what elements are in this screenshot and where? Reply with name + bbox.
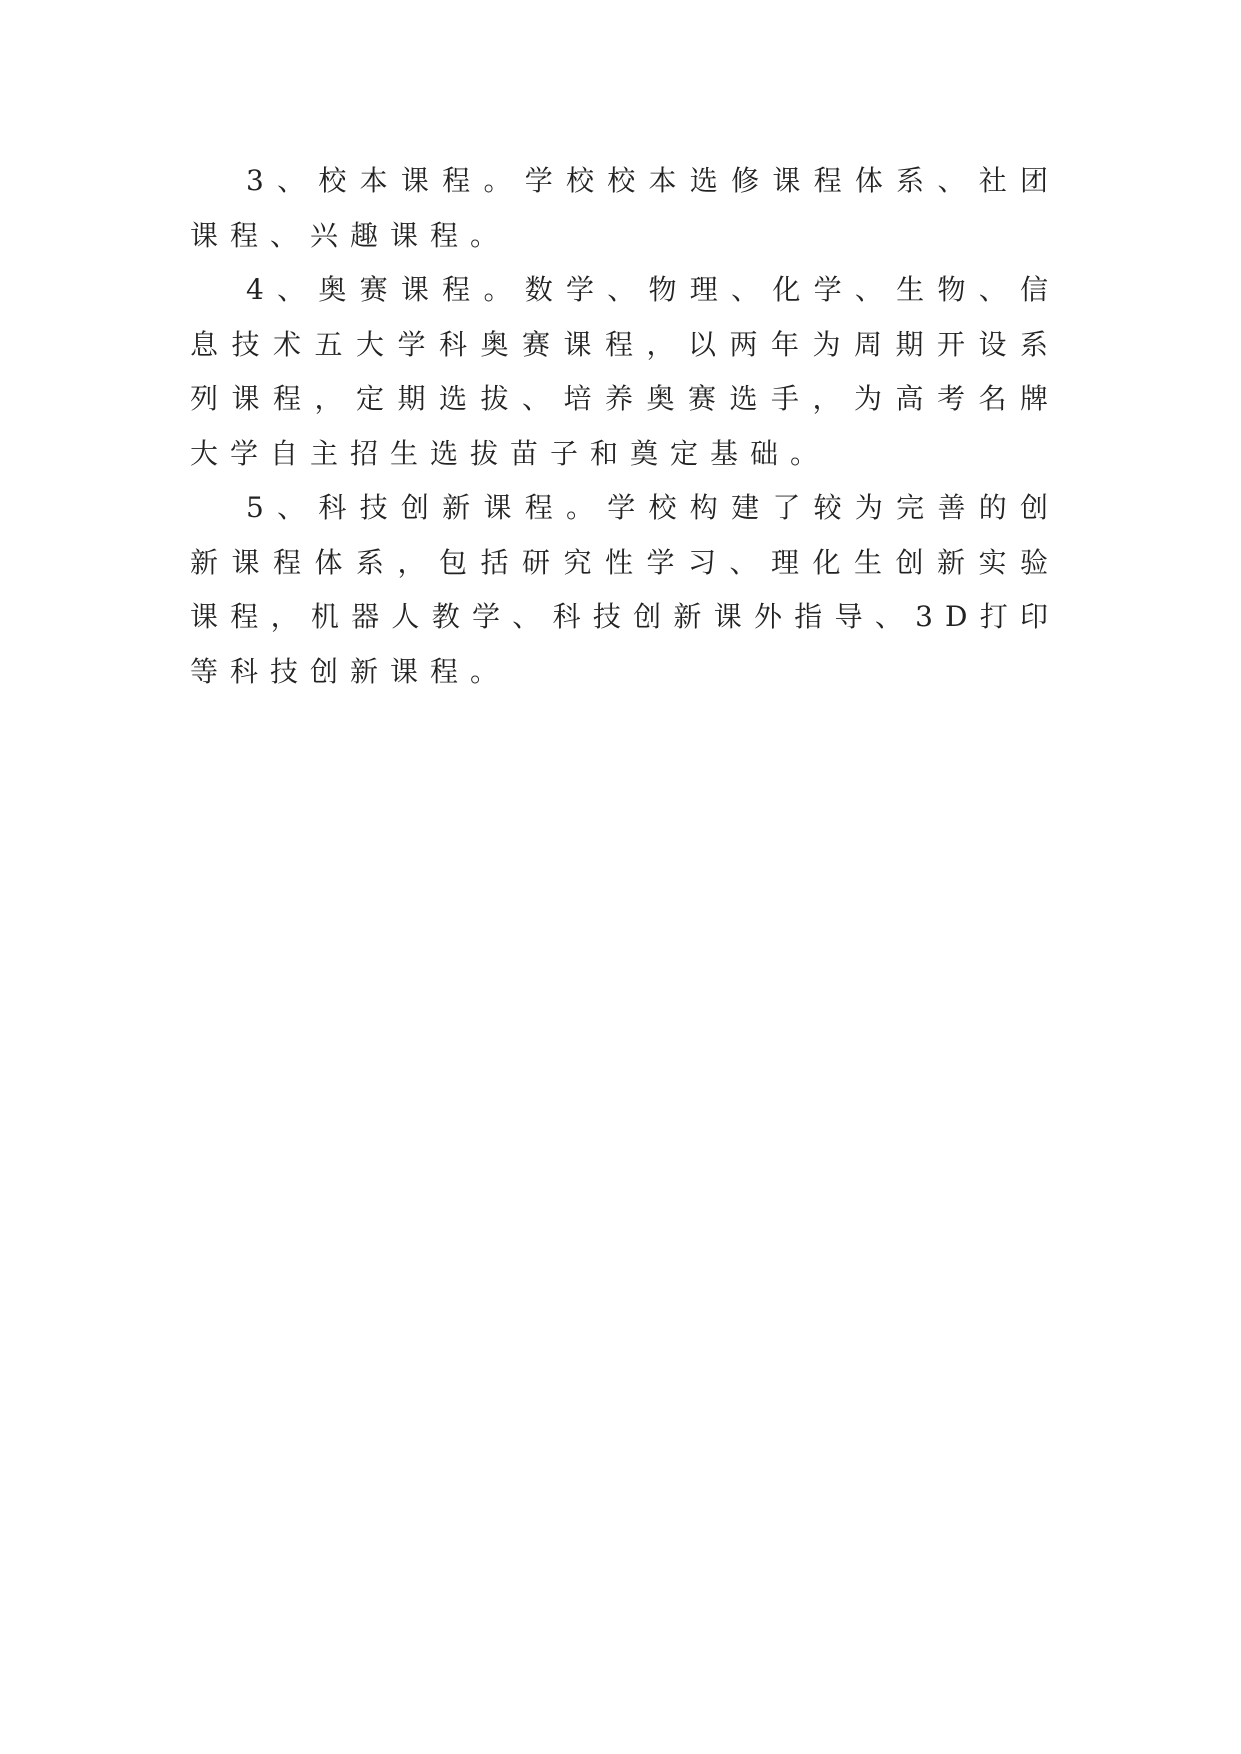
paragraph-school-based-courses: 3、校本课程。学校校本选修课程体系、社团课程、兴趣课程。 <box>190 164 1060 252</box>
document-body <box>190 154 1060 699</box>
paragraph-tech-innovation-courses: 5、科技创新课程。学校构建了较为完善的创新课程体系，包括研究性学习、理化生创新实验课程，机器人教学、科技创新课外指导、3D打印等科技创新课程。 <box>190 491 1060 688</box>
paragraph-olympiad-courses: 4、奥赛课程。数学、物理、化学、生物、信息技术五大学科奥赛课程，以两年为周期开设系列课程，定期选拔、培养奥赛选手，为高考名牌大学自主招生选拔苗子和奠定基础。 <box>190 273 1060 470</box>
